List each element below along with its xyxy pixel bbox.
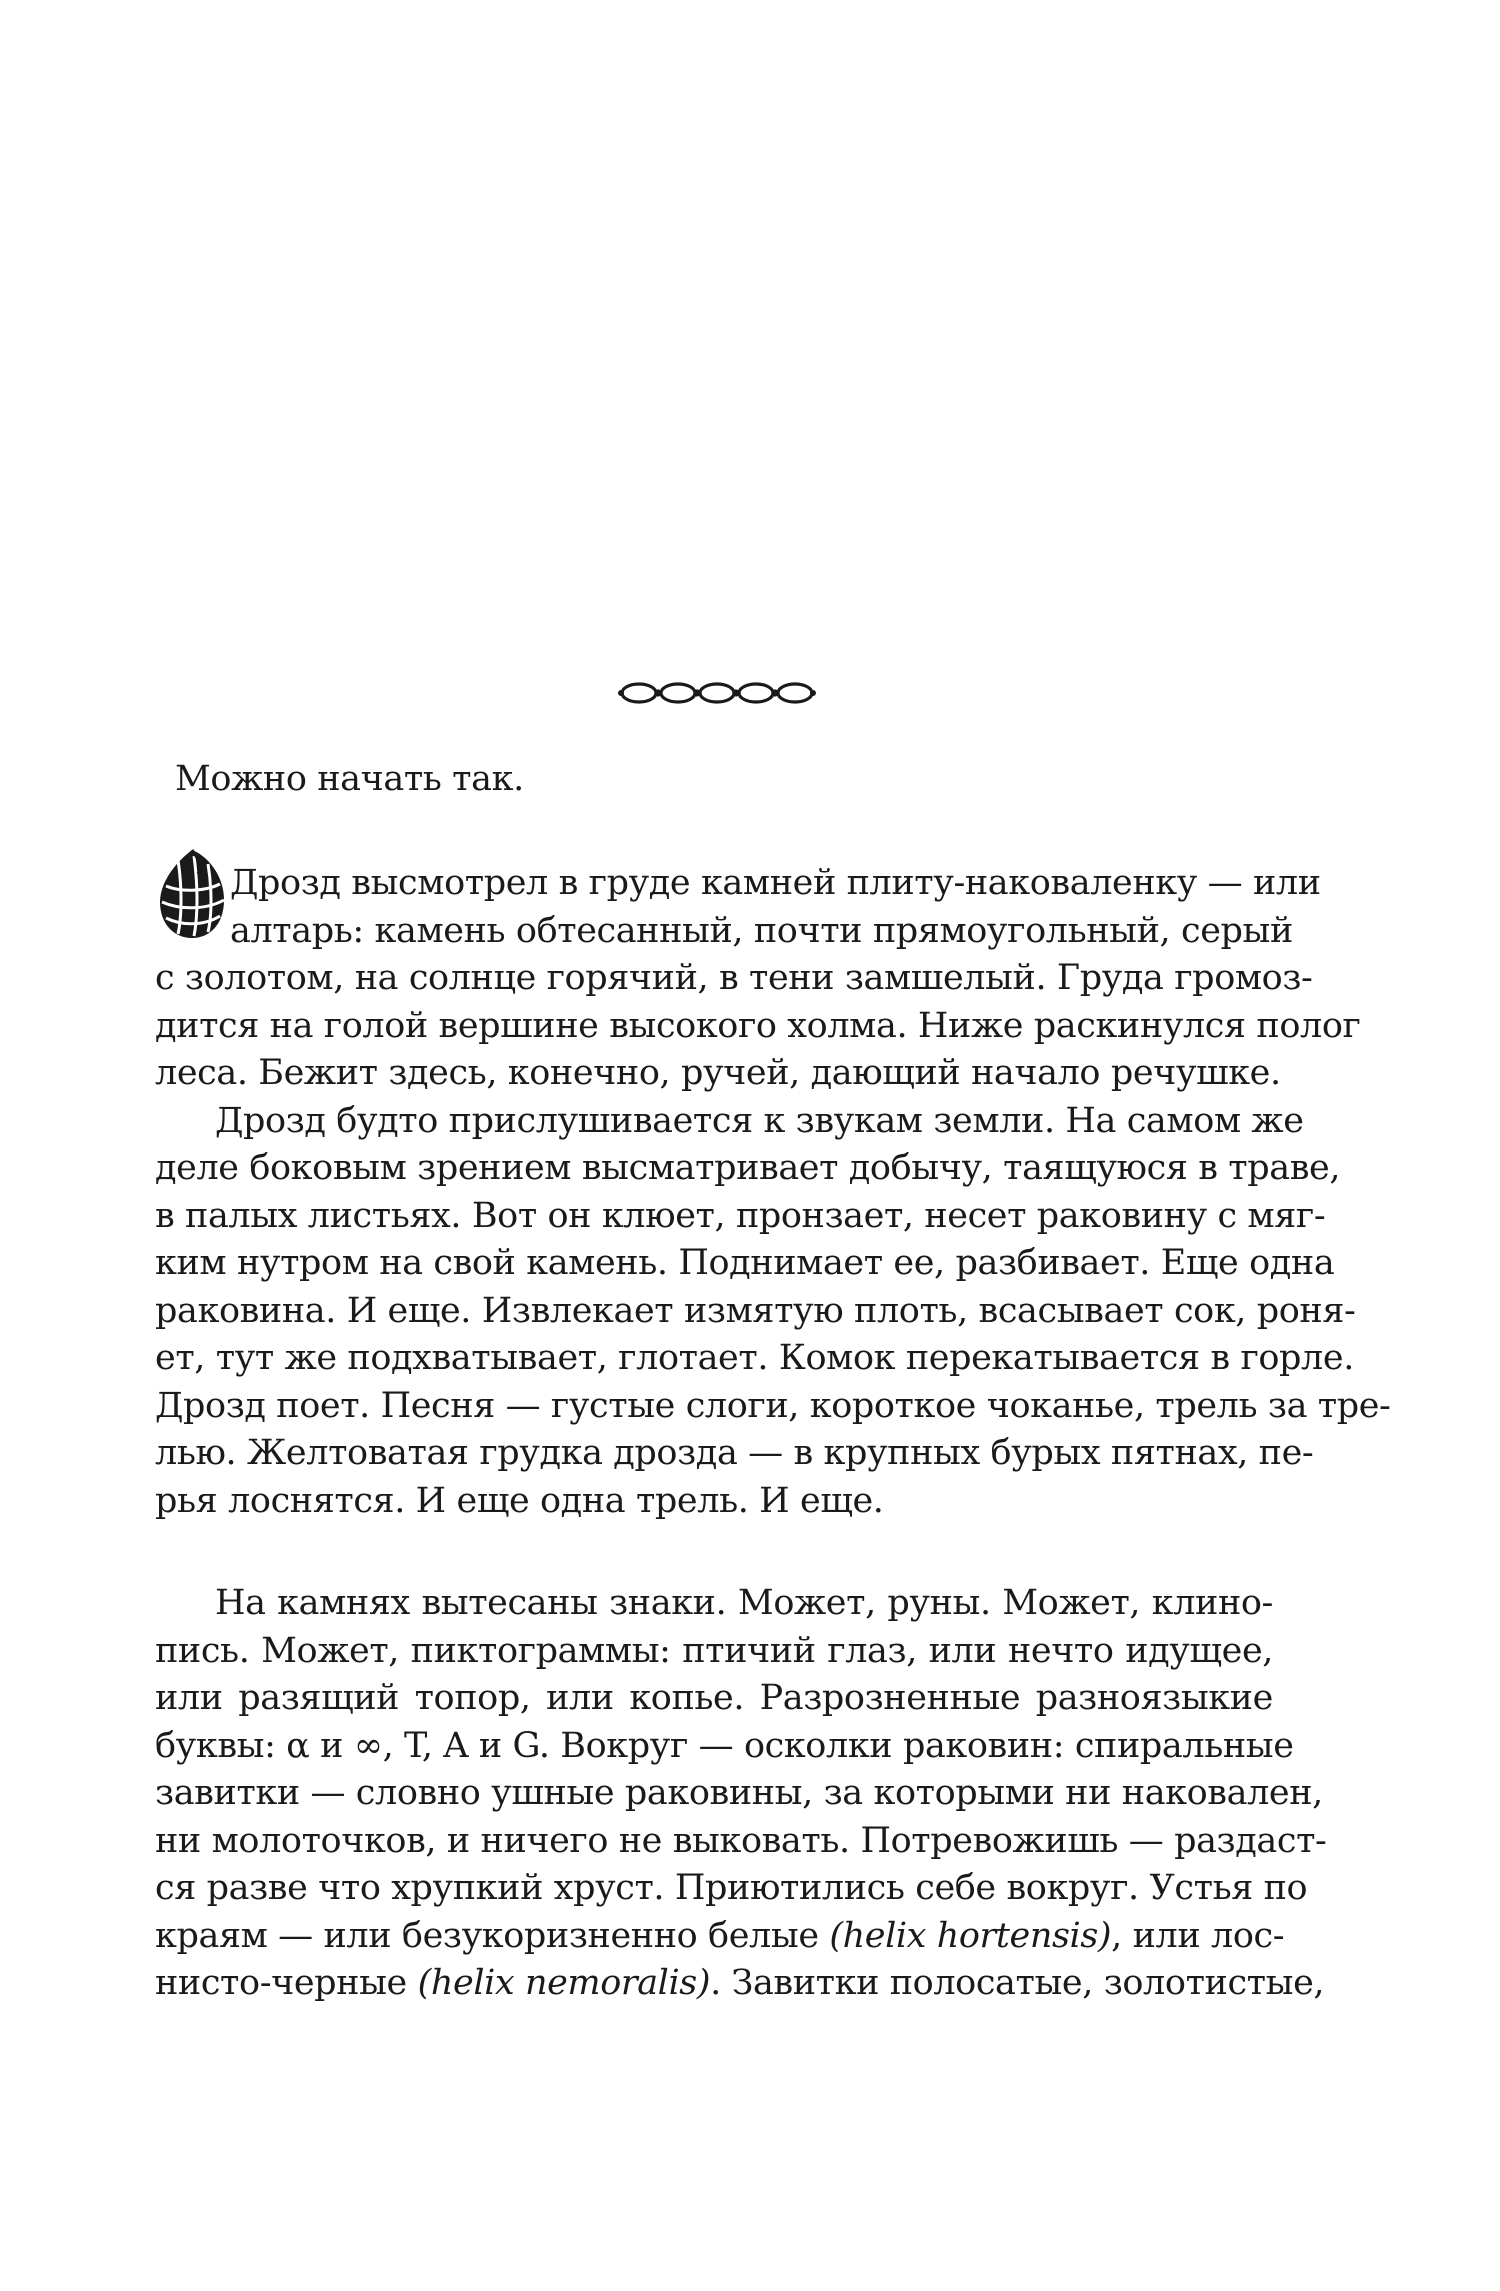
paragraph-line: дится на голой вершине высокого холма. Ниже раскинулся полог	[155, 1005, 1361, 1046]
paragraph-line: ни молоточков, и ничего не выковать. Потревожишь — раздаст-	[155, 1820, 1327, 1861]
paragraph-line: лью. Желтоватая грудка дрозда — в крупных бурых пятнах, пе-	[155, 1433, 1314, 1473]
paragraph-line: алтарь: камень обтесанный, почти прямоугольный, серый	[230, 910, 1293, 951]
paragraph-line: деле боковым зрением высматривает добычу, таящуюся в траве,	[155, 1148, 1341, 1188]
paragraph-line: раковина. И еще. Извлекает измятую плоть, всасывает сок, роня-	[155, 1290, 1356, 1331]
body-text-section-1	[155, 860, 1391, 1525]
paragraph-line: ся разве что хрупкий хруст. Приютились себе вокруг. Устья по	[155, 1868, 1308, 1908]
paragraph-line: рья лоснятся. И еще одна трель. И еще.	[155, 1480, 884, 1521]
paragraph-line: в палых листьях. Вот он клюет, пронзает, несет раковину с мяг-	[155, 1195, 1326, 1236]
chain-ornament-icon	[617, 676, 817, 710]
paragraph-line: леса. Бежит здесь, конечно, ручей, дающий начало речушке.	[155, 1053, 1281, 1093]
body-text-section-2	[155, 1580, 1327, 2008]
paragraph-line	[155, 1913, 1285, 1961]
line-text: , или лос-	[1111, 1915, 1285, 1956]
paragraph-line: На камнях вытесаны знаки. Может, руны. Может, клино-	[215, 1583, 1273, 1623]
paragraph-line: ким нутром на свой камень. Поднимает ее, разбивает. Еще одна	[155, 1243, 1335, 1283]
paragraph-line	[155, 1960, 1325, 2008]
line-text: . Завитки полосатые, золотистые,	[710, 1963, 1325, 2003]
paragraph-line: буквы: α и ∞, T, A и G. Вокруг — осколки раковин: спиральные	[155, 1725, 1294, 1766]
paragraph-line: завитки — словно ушные раковины, за которыми ни наковален,	[155, 1773, 1323, 1813]
paragraph-line: Дрозд будто прислушивается к звукам земли. На самом же	[215, 1100, 1304, 1141]
paragraph-line: с золотом, на солнце горячий, в тени замшелый. Груда громоз-	[155, 958, 1313, 998]
line-text: нисто-черные	[155, 1963, 418, 2003]
paragraph-line: Дрозд высмотрел в груде камней плиту-наковаленку — или	[230, 863, 1321, 903]
latin-species-name: (helix nemoralis)	[417, 1963, 711, 2003]
opening-line: Можно начать так.	[175, 759, 524, 799]
latin-species-name: (helix hortensis)	[829, 1915, 1112, 1956]
paragraph-line: пись. Может, пиктограммы: птичий глаз, или нечто идущее,	[155, 1630, 1273, 1671]
paragraph-line: или разящий топор, или копье. Разрозненные разноязыкие	[155, 1678, 1273, 1718]
paragraph-line: ет, тут же подхватывает, глотает. Комок перекатывается в горле.	[155, 1338, 1354, 1378]
line-text: краям — или безукоризненно белые	[155, 1915, 830, 1956]
paragraph-line: Дрозд поет. Песня — густые слоги, короткое чоканье, трель за тре-	[155, 1385, 1391, 1426]
